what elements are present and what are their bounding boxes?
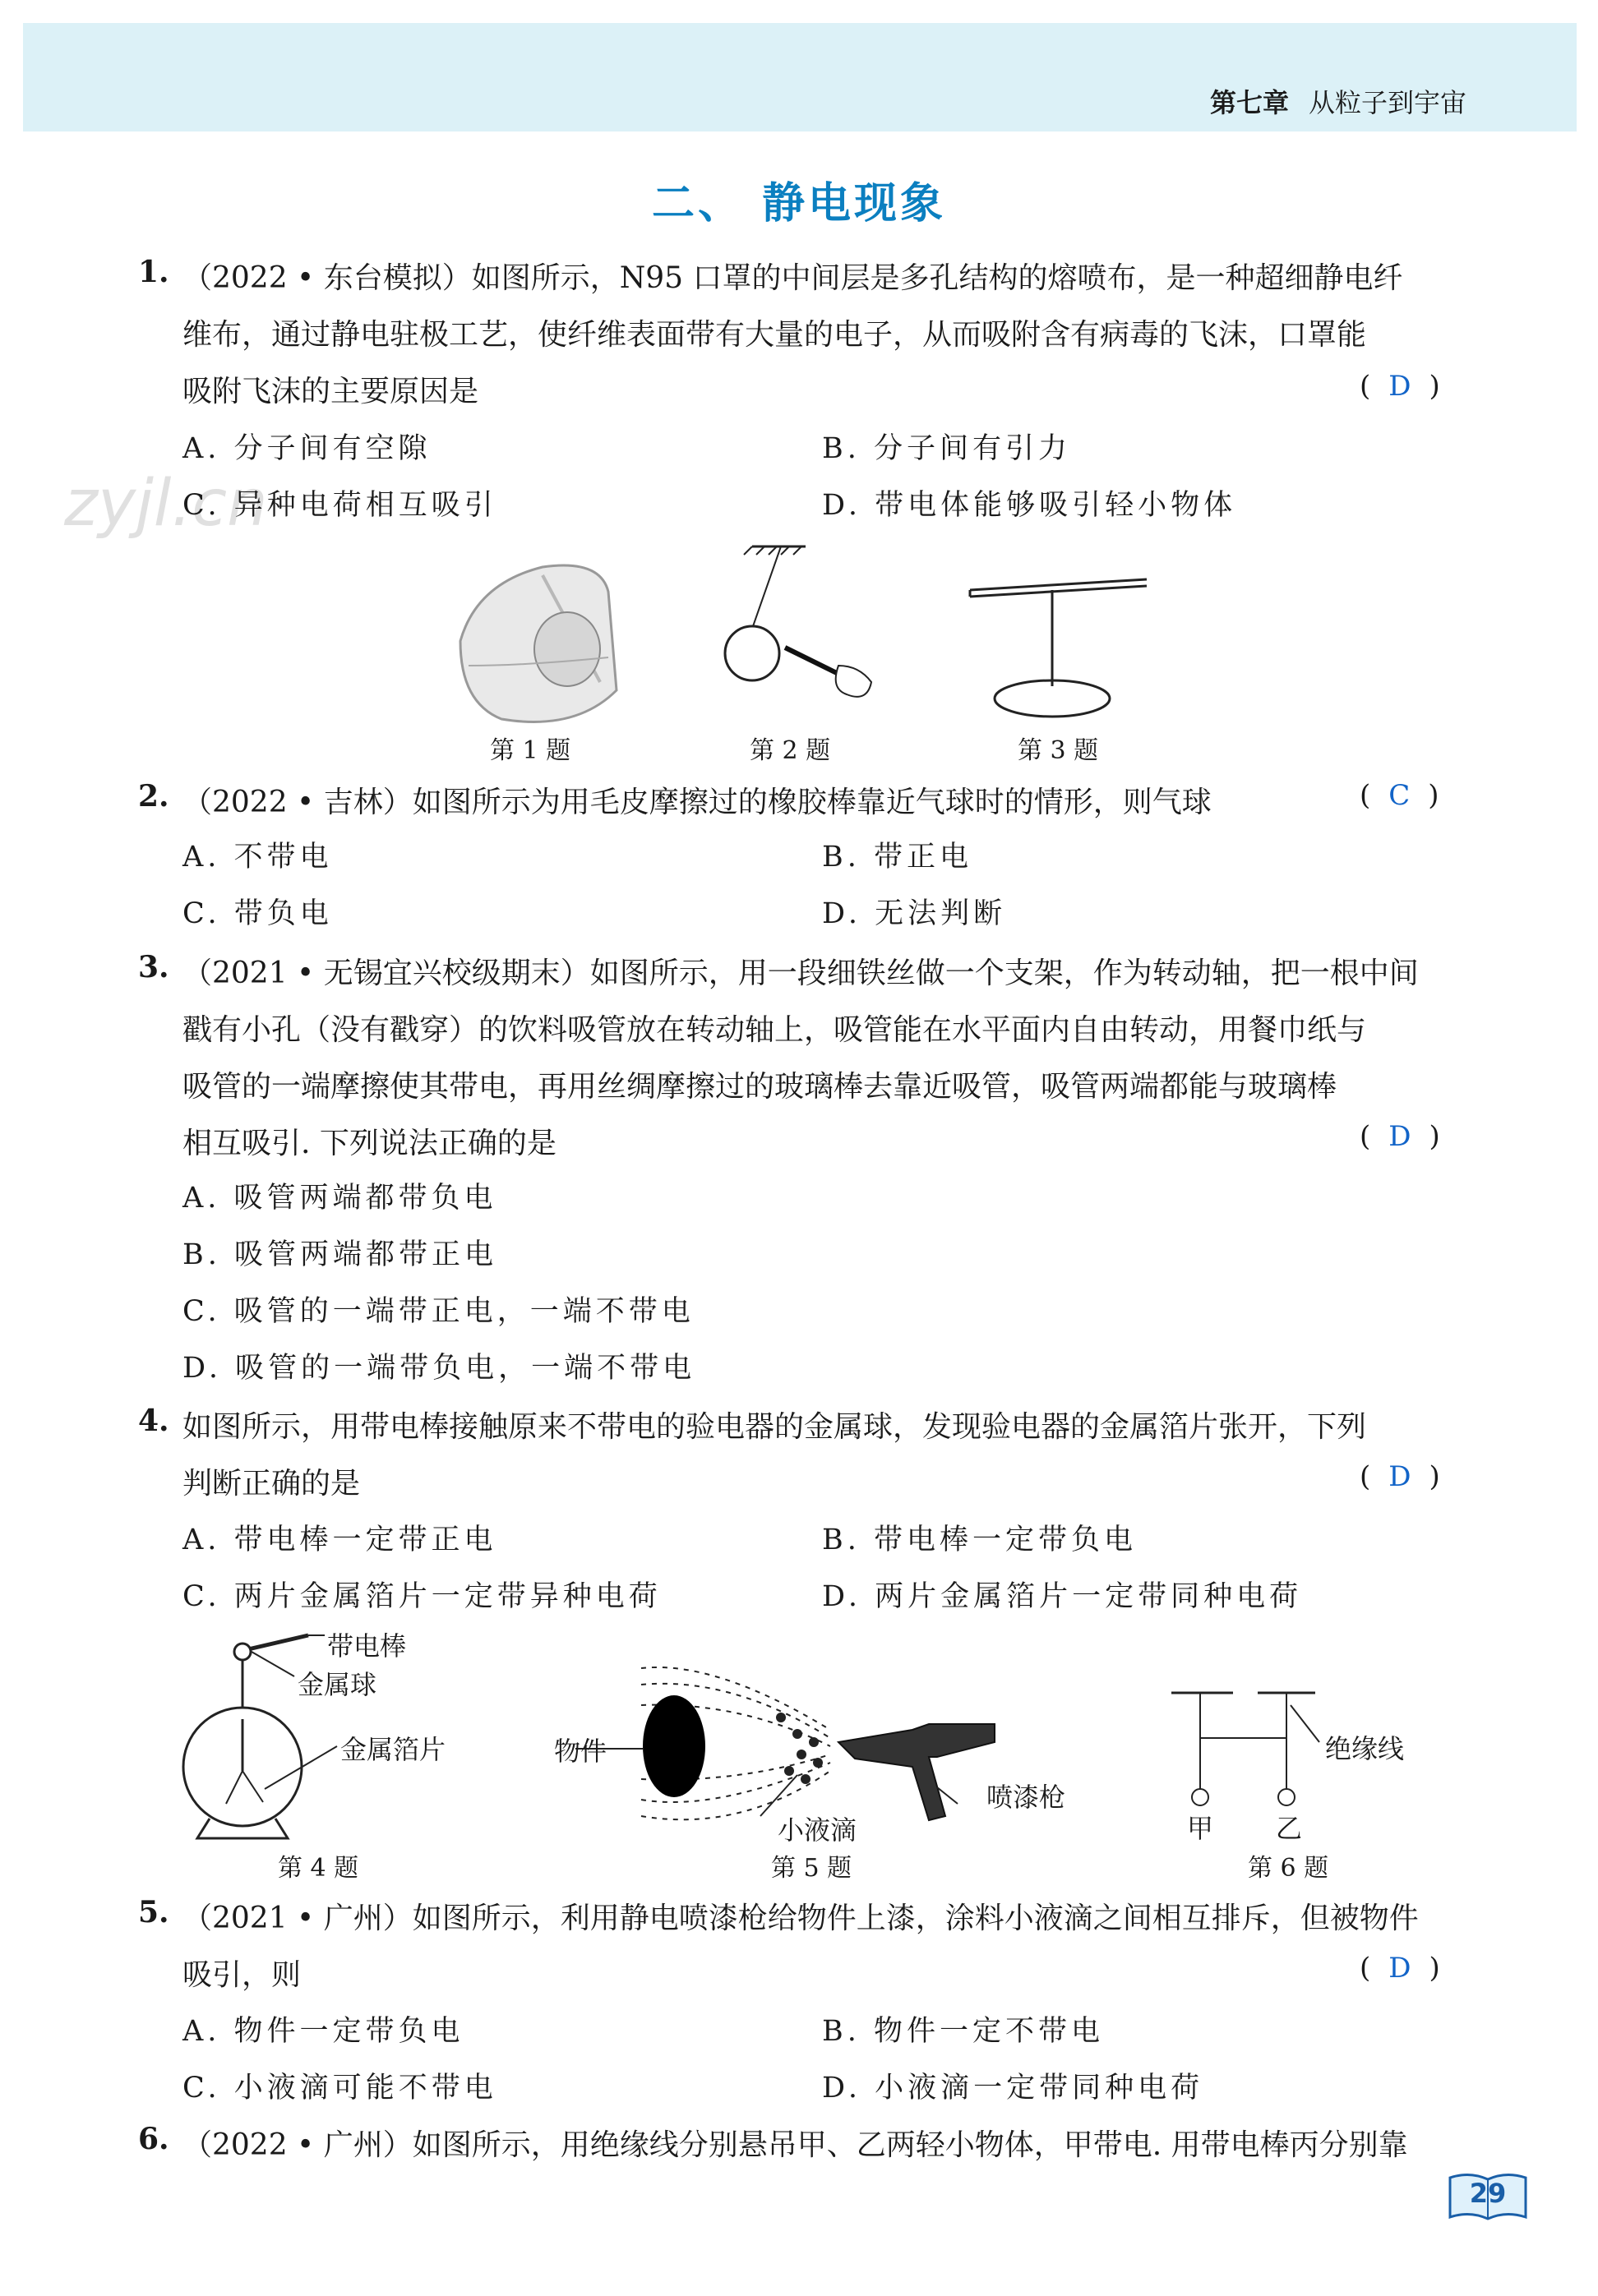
figure-4-caption: 第 4 题 (278, 1854, 359, 1883)
answer-letter: D (1388, 1120, 1411, 1153)
chapter-label: 第七章 (1209, 87, 1289, 118)
question-1-option-c: C. 异种电荷相互吸引 (182, 489, 497, 522)
watermark: zyjl.cn (64, 467, 268, 541)
question-5-answer: ( D ) (1360, 1952, 1440, 1985)
question-3-option-b: B. 吸管两端都带正电 (182, 1238, 497, 1271)
page-number-text: 29 (1469, 2178, 1507, 2209)
question-4-option-c: C. 两片金属箔片一定带异种电荷 (182, 1580, 662, 1613)
question-5-option-c: C. 小液滴可能不带电 (182, 2072, 497, 2105)
figure-6-label-yi: 乙 (1276, 1813, 1303, 1844)
figure-4-label-ball: 金属球 (298, 1669, 377, 1700)
question-3-line-1: （2021 • 无锡宜兴校级期末）如图所示，用一段细铁丝做一个支架，作为转动轴，把一根中间 (182, 957, 1419, 990)
question-1-line-1: （2022 • 东台模拟）如图所示，N95 口罩的中间层是多孔结构的熔喷布，是一种超细静电纤 (182, 261, 1403, 295)
answer-letter: D (1388, 1952, 1411, 1985)
question-4-option-b: B. 带电棒一定带负电 (822, 1524, 1137, 1556)
question-3-line-4: 相互吸引. 下列说法正确的是 (182, 1127, 557, 1160)
question-5-option-d: D. 小液滴一定带同种电荷 (822, 2072, 1204, 2105)
figure-5-caption: 第 5 题 (771, 1854, 852, 1883)
header (1210, 82, 1466, 120)
question-2-number: 2. (138, 779, 169, 814)
figure-2-caption: 第 2 题 (750, 736, 831, 765)
question-6-number: 6. (138, 2122, 169, 2156)
answer-letter: D (1388, 370, 1411, 403)
question-5-option-a: A. 物件一定带负电 (182, 2015, 464, 2048)
question-2-option-d: D. 无法判断 (822, 897, 1007, 930)
figure-5-label-object: 物件 (554, 1736, 607, 1767)
question-1-answer: ( D ) (1360, 370, 1440, 403)
question-3-option-a: A. 吸管两端都带负电 (182, 1182, 497, 1215)
figure-5-label-gun: 喷漆枪 (986, 1782, 1066, 1813)
question-1-option-b: B. 分子间有引力 (822, 432, 1071, 465)
question-1-number: 1. (138, 255, 169, 289)
question-4-number: 4. (138, 1404, 169, 1438)
question-2-option-a: A. 不带电 (182, 841, 333, 874)
question-4-option-d: D. 两片金属箔片一定带同种电荷 (822, 1580, 1303, 1613)
figure-4-label-foil: 金属箔片 (340, 1734, 446, 1765)
question-1-option-d: D. 带电体能够吸引轻小物体 (822, 489, 1237, 522)
figure-6-label-jia: 甲 (1187, 1813, 1214, 1844)
question-1-line-2: 维布，通过静电驻极工艺，使纤维表面带有大量的电子，从而吸附含有病毒的飞沫，口罩能 (182, 318, 1367, 352)
page-number (1447, 2169, 1529, 2224)
question-3-line-3: 吸管的一端摩擦使其带电，再用丝绸摩擦过的玻璃棒去靠近吸管，吸管两端都能与玻璃棒 (182, 1070, 1337, 1104)
figure-5-label-droplet: 小液滴 (778, 1814, 857, 1846)
question-5-option-b: B. 物件一定不带电 (822, 2015, 1104, 2048)
section-title: 二、 静电现象 (651, 179, 947, 228)
figure-4-label-rod: 带电棒 (327, 1630, 407, 1662)
question-2-option-c: C. 带负电 (182, 897, 333, 930)
question-4-answer: ( D ) (1360, 1460, 1440, 1493)
figure-3-straw (962, 575, 1159, 756)
question-6-line-1: （2022 • 广州）如图所示，用绝缘线分别悬吊甲、乙两轻小物体，甲带电. 用带电棒丙分别靠 (182, 2128, 1408, 2162)
question-1-option-a: A. 分子间有空隙 (182, 432, 432, 465)
question-1-line-3: 吸附飞沫的主要原因是 (182, 375, 479, 408)
question-3-line-2: 戳有小孔（没有戳穿）的饮料吸管放在转动轴上，吸管能在水平面内自由转动，用餐巾纸与 (182, 1013, 1367, 1047)
answer-letter: D (1388, 1460, 1411, 1493)
figure-6-caption: 第 6 题 (1248, 1854, 1329, 1883)
question-3-option-d: D. 吸管的一端带负电，一端不带电 (182, 1352, 696, 1385)
question-5-number: 5. (138, 1895, 169, 1929)
question-2-line-1: （2022 • 吉林）如图所示为用毛皮摩擦过的橡胶棒靠近气球时的情形，则气球 (182, 786, 1212, 819)
question-5-line-1: （2021 • 广州）如图所示，利用静电喷漆枪给物件上漆，涂料小液滴之间相互排斥，但被物件 (182, 1902, 1419, 1935)
figure-2-balloon (707, 542, 888, 723)
question-4-option-a: A. 带电棒一定带正电 (182, 1524, 497, 1556)
answer-letter: C (1388, 779, 1411, 812)
question-3-answer: ( D ) (1360, 1120, 1440, 1153)
question-5-line-2: 吸引，则 (182, 1958, 302, 1992)
figure-3-caption: 第 3 题 (1018, 736, 1099, 765)
figure-6-label-thread: 绝缘线 (1325, 1733, 1405, 1764)
question-2-option-b: B. 带正电 (822, 841, 972, 874)
question-4-line-2: 判断正确的是 (182, 1467, 361, 1501)
chapter-title: 从粒子到宇宙 (1308, 87, 1466, 118)
question-2-answer: ( C ) (1360, 779, 1439, 812)
figure-1-caption: 第 1 题 (490, 736, 571, 765)
question-3-option-c: C. 吸管的一端带正电，一端不带电 (182, 1295, 695, 1328)
question-4-line-1: 如图所示，用带电棒接触原来不带电的验电器的金属球，发现验电器的金属箔片张开，下列 (182, 1410, 1367, 1444)
question-3-number: 3. (138, 950, 169, 984)
